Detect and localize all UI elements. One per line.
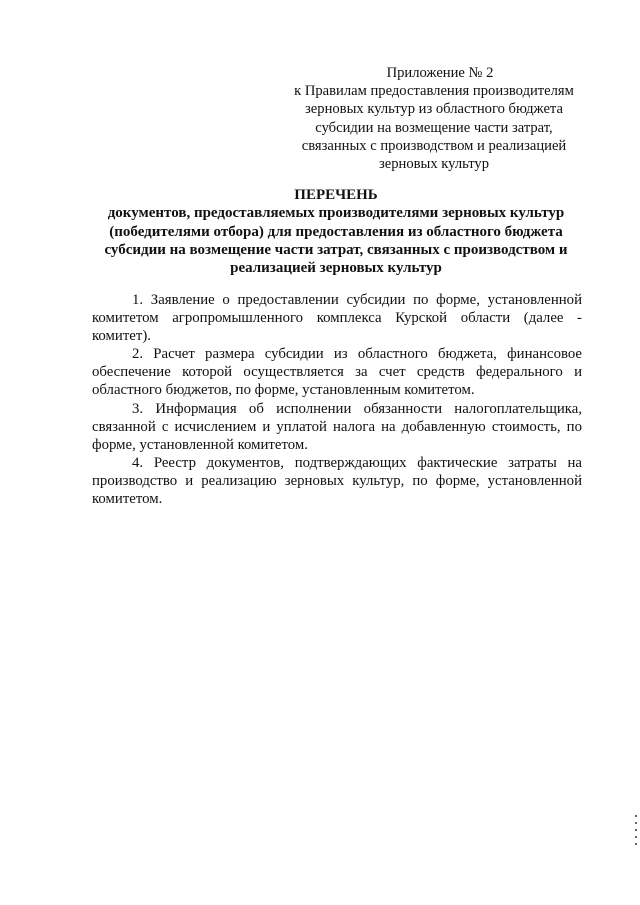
list-item: 3. Информация об исполнении обязанности налогоплательщика, связанной с исчислением и уплатой налога на добавленную стоимость, по форме, установленной комитетом. xyxy=(92,400,582,453)
document-list xyxy=(92,291,582,508)
heading-line: реализацией зерновых культур xyxy=(230,260,442,277)
document-heading xyxy=(92,186,580,277)
heading-line: документов, предоставляемых производителями зерновых культур xyxy=(107,205,565,222)
appendix-line: субсидии на возмещение части затрат, xyxy=(315,119,553,136)
appendix-line: зерновых культур из областного бюджета xyxy=(305,101,563,118)
appendix-line: к Правилам предоставления производителям xyxy=(294,83,574,100)
appendix-block xyxy=(270,64,598,173)
heading-line: (победителями отбора) для предоставления из областного бюджета xyxy=(109,223,563,240)
document-title: ПЕРЕЧЕНЬ xyxy=(294,187,378,203)
heading-line: субсидии на возмещение части затрат, связанных с производством и xyxy=(104,241,568,258)
appendix-line: зерновых культур xyxy=(379,156,489,173)
scan-edge-marks xyxy=(635,815,637,855)
list-item: 1. Заявление о предоставлении субсидии по форме, установленной комитетом агропромышленного комплекса Курской области (далее - комитет). xyxy=(92,292,582,345)
list-item: 4. Реестр документов, подтверждающих фактические затраты на производство и реализацию зерновых культур, по форме, установленной комитетом. xyxy=(92,454,582,508)
appendix-number: Приложение № 2 xyxy=(386,65,494,81)
list-item: 2. Расчет размера субсидии из областного бюджета, финансовое обеспечение которой осуществляется за счет средств федерального и областного бюджетов, по форме, установленным комитетом. xyxy=(92,346,582,399)
appendix-line: связанных с производством и реализацией xyxy=(301,137,567,154)
